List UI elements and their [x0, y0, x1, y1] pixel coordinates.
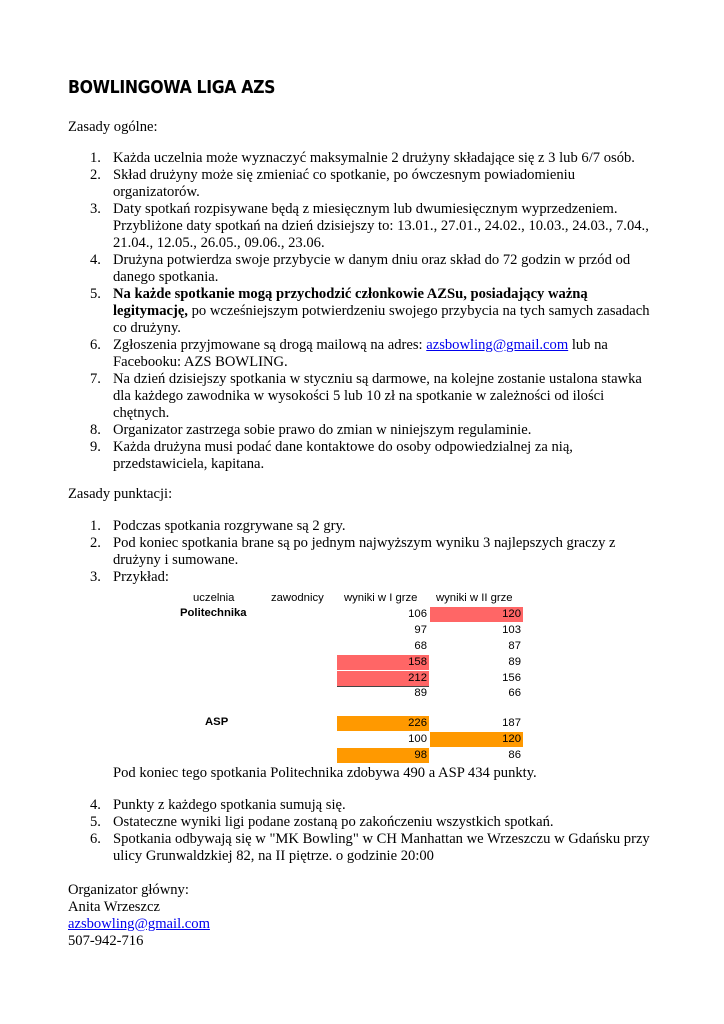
- list-item: 9. Każda drużyna musi podać dane kontaktowe do osoby odpowiedzialnej za nią, przedstawiciela, kapitana.: [90, 439, 573, 472]
- organizer-block: [68, 882, 210, 950]
- score-cell: 66: [508, 687, 521, 699]
- score-cell: 103: [502, 624, 521, 636]
- list-item: 6. Spotkania odbywają się w "MK Bowling" w CH Manhattan we Wrzeszczu w Gdańsku przy ulicy Grunwaldzkiej 82, na II piętrze. o godzinie 20:00: [90, 831, 650, 864]
- list-item: 5. Ostateczne wyniki ligi podane zostaną po zakończeniu wszystkich spotkań.: [90, 814, 554, 830]
- general-rules-list: [68, 150, 653, 473]
- score-cell: 86: [508, 749, 521, 761]
- score-cell: 226: [337, 716, 429, 731]
- list-item: 1. Każda uczelnia może wyznaczyć maksymalnie 2 drużyny składające się z 3 lub 6/7 osób.: [90, 150, 635, 166]
- team-asp: ASP: [205, 716, 229, 728]
- list-item: 2. Pod koniec spotkania brane są po jednym najwyższym wyniku 3 najlepszych graczy z drużyny i sumowane.: [90, 535, 616, 568]
- list-item: 2. Skład drużyny może się zmieniać co spotkanie, po ówczesnym powiadomieniu organizatorów.: [90, 167, 576, 200]
- list-item: 7. Na dzień dzisiejszy spotkania w styczniu są darmowe, na kolejne zostanie ustalona stawka dla każdego zawodnika w wysokości 5 lub 10 zł na spotkanie w zależności od ilości chętnych.: [90, 371, 642, 421]
- score-cell: 156: [502, 672, 521, 684]
- team-politechnika: Politechnika: [180, 607, 247, 619]
- organizer-email-link[interactable]: azsbowling@gmail.com: [68, 916, 210, 932]
- scoring-rules-heading: Zasady punktacji:: [68, 486, 173, 502]
- score-cell: 97: [414, 624, 427, 636]
- organizer-label: Organizator główny:: [68, 882, 189, 898]
- organizer-name: Anita Wrzeszcz: [68, 899, 160, 915]
- list-item: 4. Drużyna potwierdza swoje przybycie w danym dniu oraz skład do 72 godzin w przód od danego spotkania.: [90, 252, 631, 285]
- bold-text: Na każde spotkanie mogą przychodzić członkowie AZSu, posiadający ważną legitymację,: [113, 286, 588, 319]
- document-title: BOWLINGOWA LIGA AZS: [68, 78, 276, 98]
- header-game1: wyniki w I grze: [344, 592, 418, 604]
- score-cell: 106: [408, 608, 427, 620]
- header-zawodnicy: zawodnicy: [271, 592, 324, 604]
- list-item: 3. Przykład:: [90, 569, 169, 585]
- score-cell: 89: [414, 687, 427, 699]
- list-item: 5. Na każde spotkanie mogą przychodzić członkowie AZSu, posiadający ważną legitymację, po wcześniejszym potwierdzeniu swojego przybycia na tych samych zasadach co drużyny.: [90, 286, 650, 336]
- header-game2: wyniki w II grze: [436, 592, 513, 604]
- score-cell: 187: [502, 717, 521, 729]
- list-item: 3. Daty spotkań rozpisywane będą z miesięcznym lub dwumiesięcznym wyprzedzeniem. Przybliżone daty spotkań na dzień dzisiejszy to: 13.01., 27.01., 24.02., 10.03., 24.03., 7.04., 21.04., 12.05., 26.05., 09.06., 23.06.: [90, 201, 649, 251]
- score-cell: 87: [508, 640, 521, 652]
- email-link[interactable]: azsbowling@gmail.com: [426, 337, 569, 353]
- header-uczelnia: uczelnia: [193, 592, 235, 604]
- list-item: 6. Zgłoszenia przyjmowane są drogą mailową na adres: azsbowling@gmail.com lub na Facebooku: AZS BOWLING.: [90, 337, 608, 370]
- general-rules-heading: Zasady ogólne:: [68, 119, 158, 135]
- score-cell: 158: [337, 655, 429, 670]
- score-cell: 89: [508, 656, 521, 668]
- score-cell: 120: [430, 607, 523, 622]
- score-cell: 98: [337, 748, 429, 763]
- example-summary: Pod koniec tego spotkania Politechnika zdobywa 490 a ASP 434 punkty.: [113, 765, 537, 781]
- score-cell: 68: [414, 640, 427, 652]
- scoring-rules-list: [68, 518, 653, 586]
- score-cell: 100: [408, 733, 427, 745]
- example-score-table: [180, 590, 525, 763]
- scoring-rules-list-continued: [68, 797, 653, 865]
- score-cell: 212: [337, 671, 429, 686]
- organizer-phone: 507-942-716: [68, 933, 144, 949]
- list-item: 4. Punkty z każdego spotkania sumują się.: [90, 797, 346, 813]
- list-item: 1. Podczas spotkania rozgrywane są 2 gry.: [90, 518, 346, 534]
- score-cell: 120: [430, 732, 523, 747]
- list-item: 8. Organizator zastrzega sobie prawo do zmian w niniejszym regulaminie.: [90, 422, 532, 438]
